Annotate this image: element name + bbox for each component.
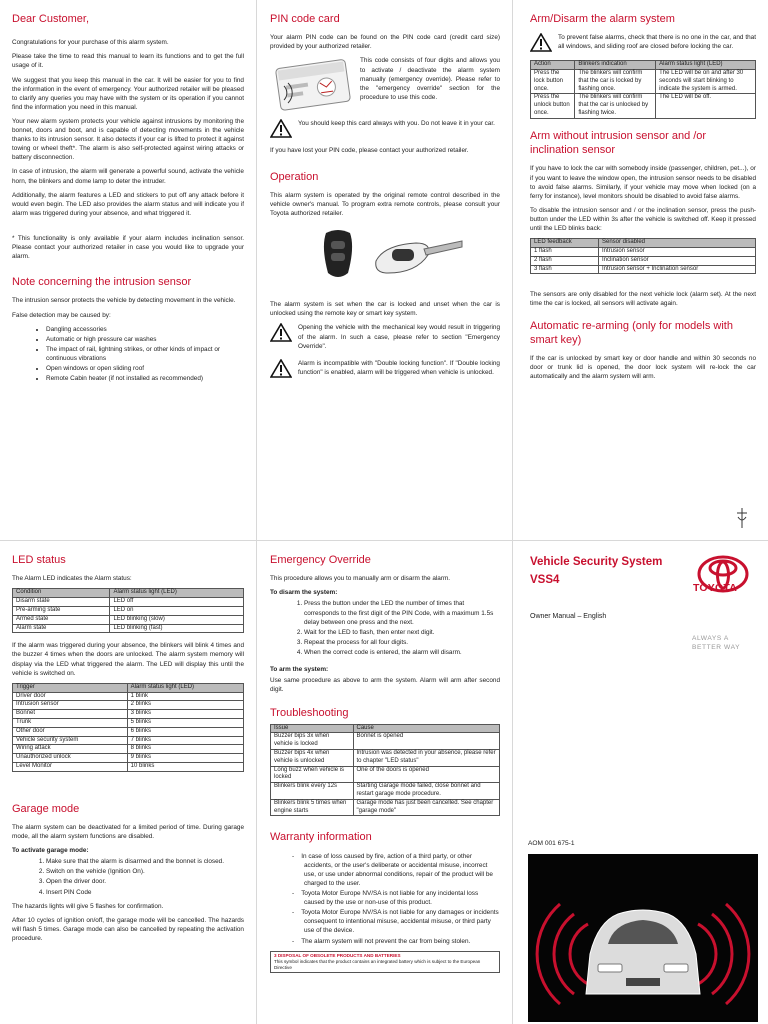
slogan-line: BETTER WAY (692, 643, 741, 651)
table-header: Action (531, 61, 575, 70)
table-cell: Garage mode has just been cancelled. See chapter "garage mode" (353, 799, 499, 816)
slogan (692, 635, 740, 652)
table-cell: Starting Garage mode failed, close bonnet and restart garage mode procedure. (353, 783, 499, 800)
table-cell: Trunk (13, 718, 128, 727)
subheading: To activate garage mode: (12, 847, 89, 855)
table-cell: Pre-arming state (13, 606, 110, 615)
table-cell: Alarm state (13, 624, 110, 633)
list-item: 2. Wait for the LED to flash, then enter next digit. (304, 628, 500, 637)
table-cell: 3 flash (531, 265, 599, 274)
warning-text: Alarm is incompatible with "Double locking function". If "Double locking function" is enabled, alarm will be triggered when vehicle is unlocked. (298, 359, 500, 376)
warning-icon (530, 33, 552, 52)
panel-led-garage (12, 553, 244, 1021)
table-header: Issue (271, 724, 354, 733)
pin-card-illustration (270, 56, 354, 114)
table-header: Alarm status light (LED) (110, 589, 244, 598)
paragraph: After 10 cycles of ignition on/off, the garage mode will be cancelled. The hazards will flash 5 times. Garage mode can also be cancelled by repeating the activation procedure. (12, 916, 244, 942)
table-row (13, 718, 244, 727)
table-cell: 6 blinks (127, 727, 243, 736)
car-alarm-illustration (528, 854, 758, 1022)
section-title: Arm without intrusion sensor and /or inclination sensor (530, 129, 707, 157)
paragraph: This procedure allows you to manually arm or disarm the alarm. (270, 575, 451, 583)
table-cell: 1 flash (531, 247, 599, 256)
warning-text: You should keep this card always with you. Do not leave it in your car. (298, 120, 495, 128)
paragraph: The hazards lights will give 5 flashes for confirmation. (12, 902, 164, 910)
led-feedback-table (530, 238, 756, 274)
table-header: Alarm status light (LED) (127, 683, 243, 692)
list-item: • Remote Cabin heater (if not installed as recommended) (46, 374, 244, 383)
table-cell: Level Monitor (13, 762, 128, 771)
false-detection-list (12, 325, 244, 384)
remote-keys-illustration (316, 227, 466, 287)
table-cell: Intrusion sensor (13, 701, 128, 710)
list-item: • Open windows or open sliding roof (46, 364, 244, 373)
paragraph: To disable the intrusion sensor and / or the inclination sensor, press the push-button under the LED within 3s after the vehicle is switched off. Keep it pressed until the LED blinks back: (530, 206, 756, 233)
table-cell: Bonnet (13, 710, 128, 719)
warning-text: Opening the vehicle with the mechanical key would result in triggering of the alarm. In such a case, please refer to section "Emergency Override". (298, 324, 500, 350)
paragraph: Use same procedure as above to arm the system. Alarm will arm after second digit. (270, 677, 500, 694)
cover-title-line: VSS4 (530, 573, 560, 586)
table-cell: 10 blinks (127, 762, 243, 771)
table-cell: Vehicle security system (13, 736, 128, 745)
cover-title-line: Vehicle Security System (530, 556, 663, 568)
paragraph: Congratulations for your purchase of this alarm system. (12, 39, 169, 47)
paragraph: The alarm system is set when the car is locked and unset when the car is unlocked using the remote key or smart key system. (270, 301, 500, 318)
table-header: LED feedback (531, 239, 599, 248)
paragraph: If you have lost your PIN code, please contact your authorized retailer. (270, 147, 469, 155)
disposal-box (270, 951, 500, 974)
fold-divider (0, 540, 768, 541)
table-cell: The blinkers will confirm that the car is locked by flashing once. (575, 70, 656, 94)
troubleshooting-table (270, 724, 500, 817)
disposal-text: This symbol indicates that the product contains an integrated battery which is subject to the European Directive (274, 958, 481, 970)
list-item: 2. Switch on the vehicle (Ignition On). (46, 867, 244, 876)
table-cell: Armed state (13, 615, 110, 624)
table-cell: Buzzer bips 4x when vehicle is unlocked (271, 750, 354, 767)
table-row (13, 745, 244, 754)
list-item: - Toyota Motor Europe NV/SA is not liable for any incidental loss caused by the use or non-use of this product. (292, 890, 479, 907)
warning-note (270, 119, 500, 138)
table-cell: One of the doors is opened (353, 766, 499, 783)
table-cell: Intrusion sensor (598, 247, 755, 256)
brand-name: TOYOTA (693, 582, 737, 594)
list-item: - Toyota Motor Europe NV/SA is not liable for any damages or incidents consequent to intentional misuse, accidental misuse, or third party use of the device. (292, 909, 499, 935)
table-row (13, 624, 244, 633)
paragraph: The Alarm LED indicates the Alarm status: (12, 575, 132, 583)
list-item: - The alarm system will not prevent the car from being stolen. (292, 937, 471, 945)
column-divider (256, 0, 257, 1024)
table-cell: 7 blinks (127, 736, 243, 745)
list-item: 4. When the correct code is entered, the alarm will disarm. (304, 648, 500, 657)
list-item: - In case of loss caused by fire, action of a third party, or other accidents, or the user's deliberate or accidental misuse, incorrect use, or use under abnormal conditions, repair of the product will be charged to the user. (292, 852, 493, 887)
warning-icon (270, 323, 292, 342)
table-cell: The LED will be off. (656, 94, 756, 118)
section-title: Operation (270, 170, 319, 183)
disarm-steps (270, 599, 500, 657)
table-row (531, 70, 756, 94)
paragraph: If the car is unlocked by smart key or door handle and within 30 seconds no door or trunk lid is opened, the door lock system will re-lock the car automatically and the alarm system will arm. (530, 355, 756, 381)
paragraph: Please take the time to read this manual to learn its functions and to get the full usage of it. (12, 53, 244, 70)
paragraph: The intrusion sensor protects the vehicle by detecting movement in the vehicle. (12, 297, 236, 305)
table-cell: Intrusion sensor + Inclination sensor (598, 265, 755, 274)
table-cell: Blinkers blink every 12s (271, 783, 354, 800)
section-title: LED status (12, 554, 66, 566)
table-cell: 8 blinks (127, 745, 243, 754)
trigger-table (12, 683, 244, 772)
subheading: To arm the system: (270, 666, 329, 674)
cover-subtitle: Owner Manual – English (530, 613, 607, 620)
table-cell: 3 blinks (127, 710, 243, 719)
table-row (531, 256, 756, 265)
paragraph: We suggest that you keep this manual in the car. It will be easier for you to find the information in the event of emergency. Your authorized retailer will be pleased to clarify any queries you may have with the system or its operation if you cannot find the information you need in this manual. (12, 76, 244, 111)
list-item-text: Toyota Motor Europe NV/SA is not liable for any incidental loss caused by the use or non-use of this product. (301, 890, 479, 907)
table-cell: LED blinking (fast) (110, 624, 244, 633)
paragraph: The alarm system can be deactivated for a limited period of time. During garage mode, all the alarm system functions are disabled. (12, 824, 244, 841)
table-cell: 2 flash (531, 256, 599, 265)
table-row (271, 799, 500, 816)
table-row (271, 783, 500, 800)
footnote: * This functionality is only available if your alarm includes inclination sensor. Please contact your authorized retailer in case you would like to upgrade your alarm. (12, 234, 244, 261)
table-row (13, 615, 244, 624)
paragraph: If the alarm was triggered during your absence, the blinkers will blink 4 times and the buzzer 4 times when the doors are unlocked. The alarm system memory will display via the LED what triggered the alarm. The LED will display this until the vehicle is switched on. (12, 642, 244, 677)
panel-pin-operation (270, 12, 500, 532)
list-item: 3. Open the driver door. (46, 877, 244, 886)
list-item-text: In case of loss caused by fire, action of a third party, or other accidents, or the user's deliberate or accidental misuse, incorrect use, or use under abnormal conditions, repair of the product will be charged to the user. (301, 852, 493, 887)
subheading: To disarm the system: (270, 589, 338, 597)
table-header: Alarm status light (LED) (656, 61, 756, 70)
slogan-line: ALWAYS A (692, 635, 729, 642)
table-row (531, 265, 756, 274)
paragraph: Your new alarm system protects your vehicle against intrusions by monitoring the bonnet, doors and boot, and is capable of detecting movements in the vehicle thanks to its intrusion sensor. It also detects if your car is lifted to protect it against towing or wheel theft*. The alarm is also self-protected against wiring attacks or battery disconnection. (12, 117, 244, 162)
table-cell: Unauthorized unlock (13, 754, 128, 763)
table-header: Condition (13, 589, 110, 598)
greeting-heading: Dear Customer, (12, 13, 90, 25)
section-title: Emergency Override (270, 554, 371, 566)
table-cell: The LED will be on and after 30 seconds will start blinking to indicate the system is armed. (656, 70, 756, 94)
warning-note (270, 323, 500, 350)
garage-steps (12, 857, 244, 896)
table-row (271, 750, 500, 767)
paragraph: In case of intrusion, the alarm will generate a powerful sound, activate the vehicle horn, the blinkers and dome lamp to deter the intruder. (12, 168, 244, 185)
table-cell: 2 blinks (127, 701, 243, 710)
paragraph: If you have to lock the car with somebody inside (passenger, children, pet...), or if you want to leave the window open, the intrusion sensor needs to be disabled to avoid false alarms. Similarly, if your vehicle may move when locked (on a ferry for instance), level monitors should be disabled to avoid false alarms. (530, 165, 756, 200)
section-title: PIN code card (270, 13, 340, 25)
list-item: • The impact of rail, lightning strikes, or other kinds of impact or continuous vibrations (46, 345, 244, 363)
list-item-text: Toyota Motor Europe NV/SA is not liable for any damages or incidents consequent to intentional misuse, accidental misuse, or third party use of the device. (301, 909, 499, 935)
panel-cover (520, 544, 768, 1024)
paragraph: Your alarm PIN code can be found on the PIN code card (credit card size) provided by your authorized retailer. (270, 34, 500, 51)
table-cell: Disarm state (13, 598, 110, 607)
list-item: • Automatic or high pressure car washes (46, 335, 244, 344)
table-cell: Other door (13, 727, 128, 736)
table-cell: Press the lock button once. (531, 70, 575, 94)
table-cell: Blinkers blink 5 times when engine starts (271, 799, 354, 816)
document-code: AOM 001 675-1 (528, 840, 575, 847)
column-divider (512, 0, 513, 1024)
list-item: 1. Make sure that the alarm is disarmed and the bonnet is closed. (46, 857, 244, 866)
table-cell: 5 blinks (127, 718, 243, 727)
table-row (531, 247, 756, 256)
section-title: Warranty information (270, 831, 372, 844)
table-row (13, 606, 244, 615)
panel-emergency-troubleshooting (270, 553, 500, 1024)
table-row (271, 733, 500, 750)
table-cell: Driver door (13, 692, 128, 701)
paragraph: The sensors are only disabled for the next vehicle lock (alarm set). At the next time the car is locked, all sensors will activate again. (530, 291, 756, 308)
table-cell: 1 blink (127, 692, 243, 701)
table-cell: Long buzz when vehicle is locked (271, 766, 354, 783)
section-title: Troubleshooting (270, 707, 349, 720)
table-cell: LED off (110, 598, 244, 607)
table-cell: Buzzer bips 3x when vehicle is locked (271, 733, 354, 750)
table-header: Blinkers indication (575, 61, 656, 70)
table-header: Sensor disabled (598, 239, 755, 248)
table-cell: LED blinking (slow) (110, 615, 244, 624)
table-row (13, 762, 244, 771)
table-row (13, 727, 244, 736)
panel-arm-disarm (530, 12, 756, 532)
table-row (271, 766, 500, 783)
table-header: Trigger (13, 683, 128, 692)
table-cell: The blinkers will confirm that the car is unlocked by flashing twice. (575, 94, 656, 118)
list-item: • Dangling accessories (46, 325, 244, 334)
table-cell: Intrusion was detected in your absence, please refer to chapter "LED status" (353, 750, 499, 767)
table-header: Cause (353, 724, 499, 733)
table-cell: LED on (110, 606, 244, 615)
arm-disarm-table (530, 60, 756, 119)
table-row (531, 94, 756, 118)
section-title: Automatic re-arming (only for models with smart key) (530, 319, 733, 346)
panel-intro (12, 12, 244, 532)
table-cell: Press the unlock button once. (531, 94, 575, 118)
list-item: 3. Repeat the process for all four digits. (304, 638, 500, 647)
table-cell: Wiring attack (13, 745, 128, 754)
cover-title (530, 554, 662, 590)
warning-note (270, 359, 500, 378)
led-status-table (12, 588, 244, 633)
warning-note (530, 33, 756, 52)
section-title: Note concerning the intrusion sensor (12, 276, 192, 289)
paragraph: False detection may be caused by: (12, 311, 111, 319)
list-item: 4. Insert PIN Code (46, 888, 244, 897)
paragraph: This alarm system is operated by the original remote control described in the vehicle owner's manual. To program extra remote controls, please consult your Toyota authorized retailer. (270, 191, 500, 218)
paragraph: This code consists of four digits and allows you to activate / deactivate the alarm system manually (emergency override). Please refer to the "emergency override" section for the procedure to use this code. (360, 57, 500, 101)
section-title: Garage mode (12, 802, 80, 815)
list-item: 1. Press the button under the LED the number of times that corresponds to the first digit of the PIN Code, with a maximum 1.5s delay between one press and the next. (304, 599, 500, 626)
table-row (13, 736, 244, 745)
table-row (13, 754, 244, 763)
table-cell: Bonnet is opened (353, 733, 499, 750)
table-cell: 9 blinks (127, 754, 243, 763)
paragraph: Additionally, the alarm features a LED and stickers to put off any attack before it would even begin. The LED also provides the alarm status and will indicate you if alarm was triggered during your absence, and what triggered it. (12, 191, 244, 217)
warning-text: To prevent false alarms, check that there is no one in the car, and that all windows, and sliding roof are closed before locking the car. (558, 34, 756, 51)
table-row (13, 701, 244, 710)
scissors-mark-icon (734, 508, 750, 528)
section-title: Arm/Disarm the alarm system (530, 13, 675, 25)
table-row (13, 692, 244, 701)
table-cell: Inclination sensor (598, 256, 755, 265)
disposal-title: 3 DISPOSAL OF OBSOLETE PRODUCTS AND BATTERIES (274, 952, 401, 958)
warning-icon (270, 359, 292, 378)
table-row (13, 710, 244, 719)
warning-icon (270, 119, 292, 138)
table-row (13, 598, 244, 607)
warranty-list (270, 852, 500, 946)
list-item-text: The alarm system will not prevent the car from being stolen. (301, 937, 471, 945)
